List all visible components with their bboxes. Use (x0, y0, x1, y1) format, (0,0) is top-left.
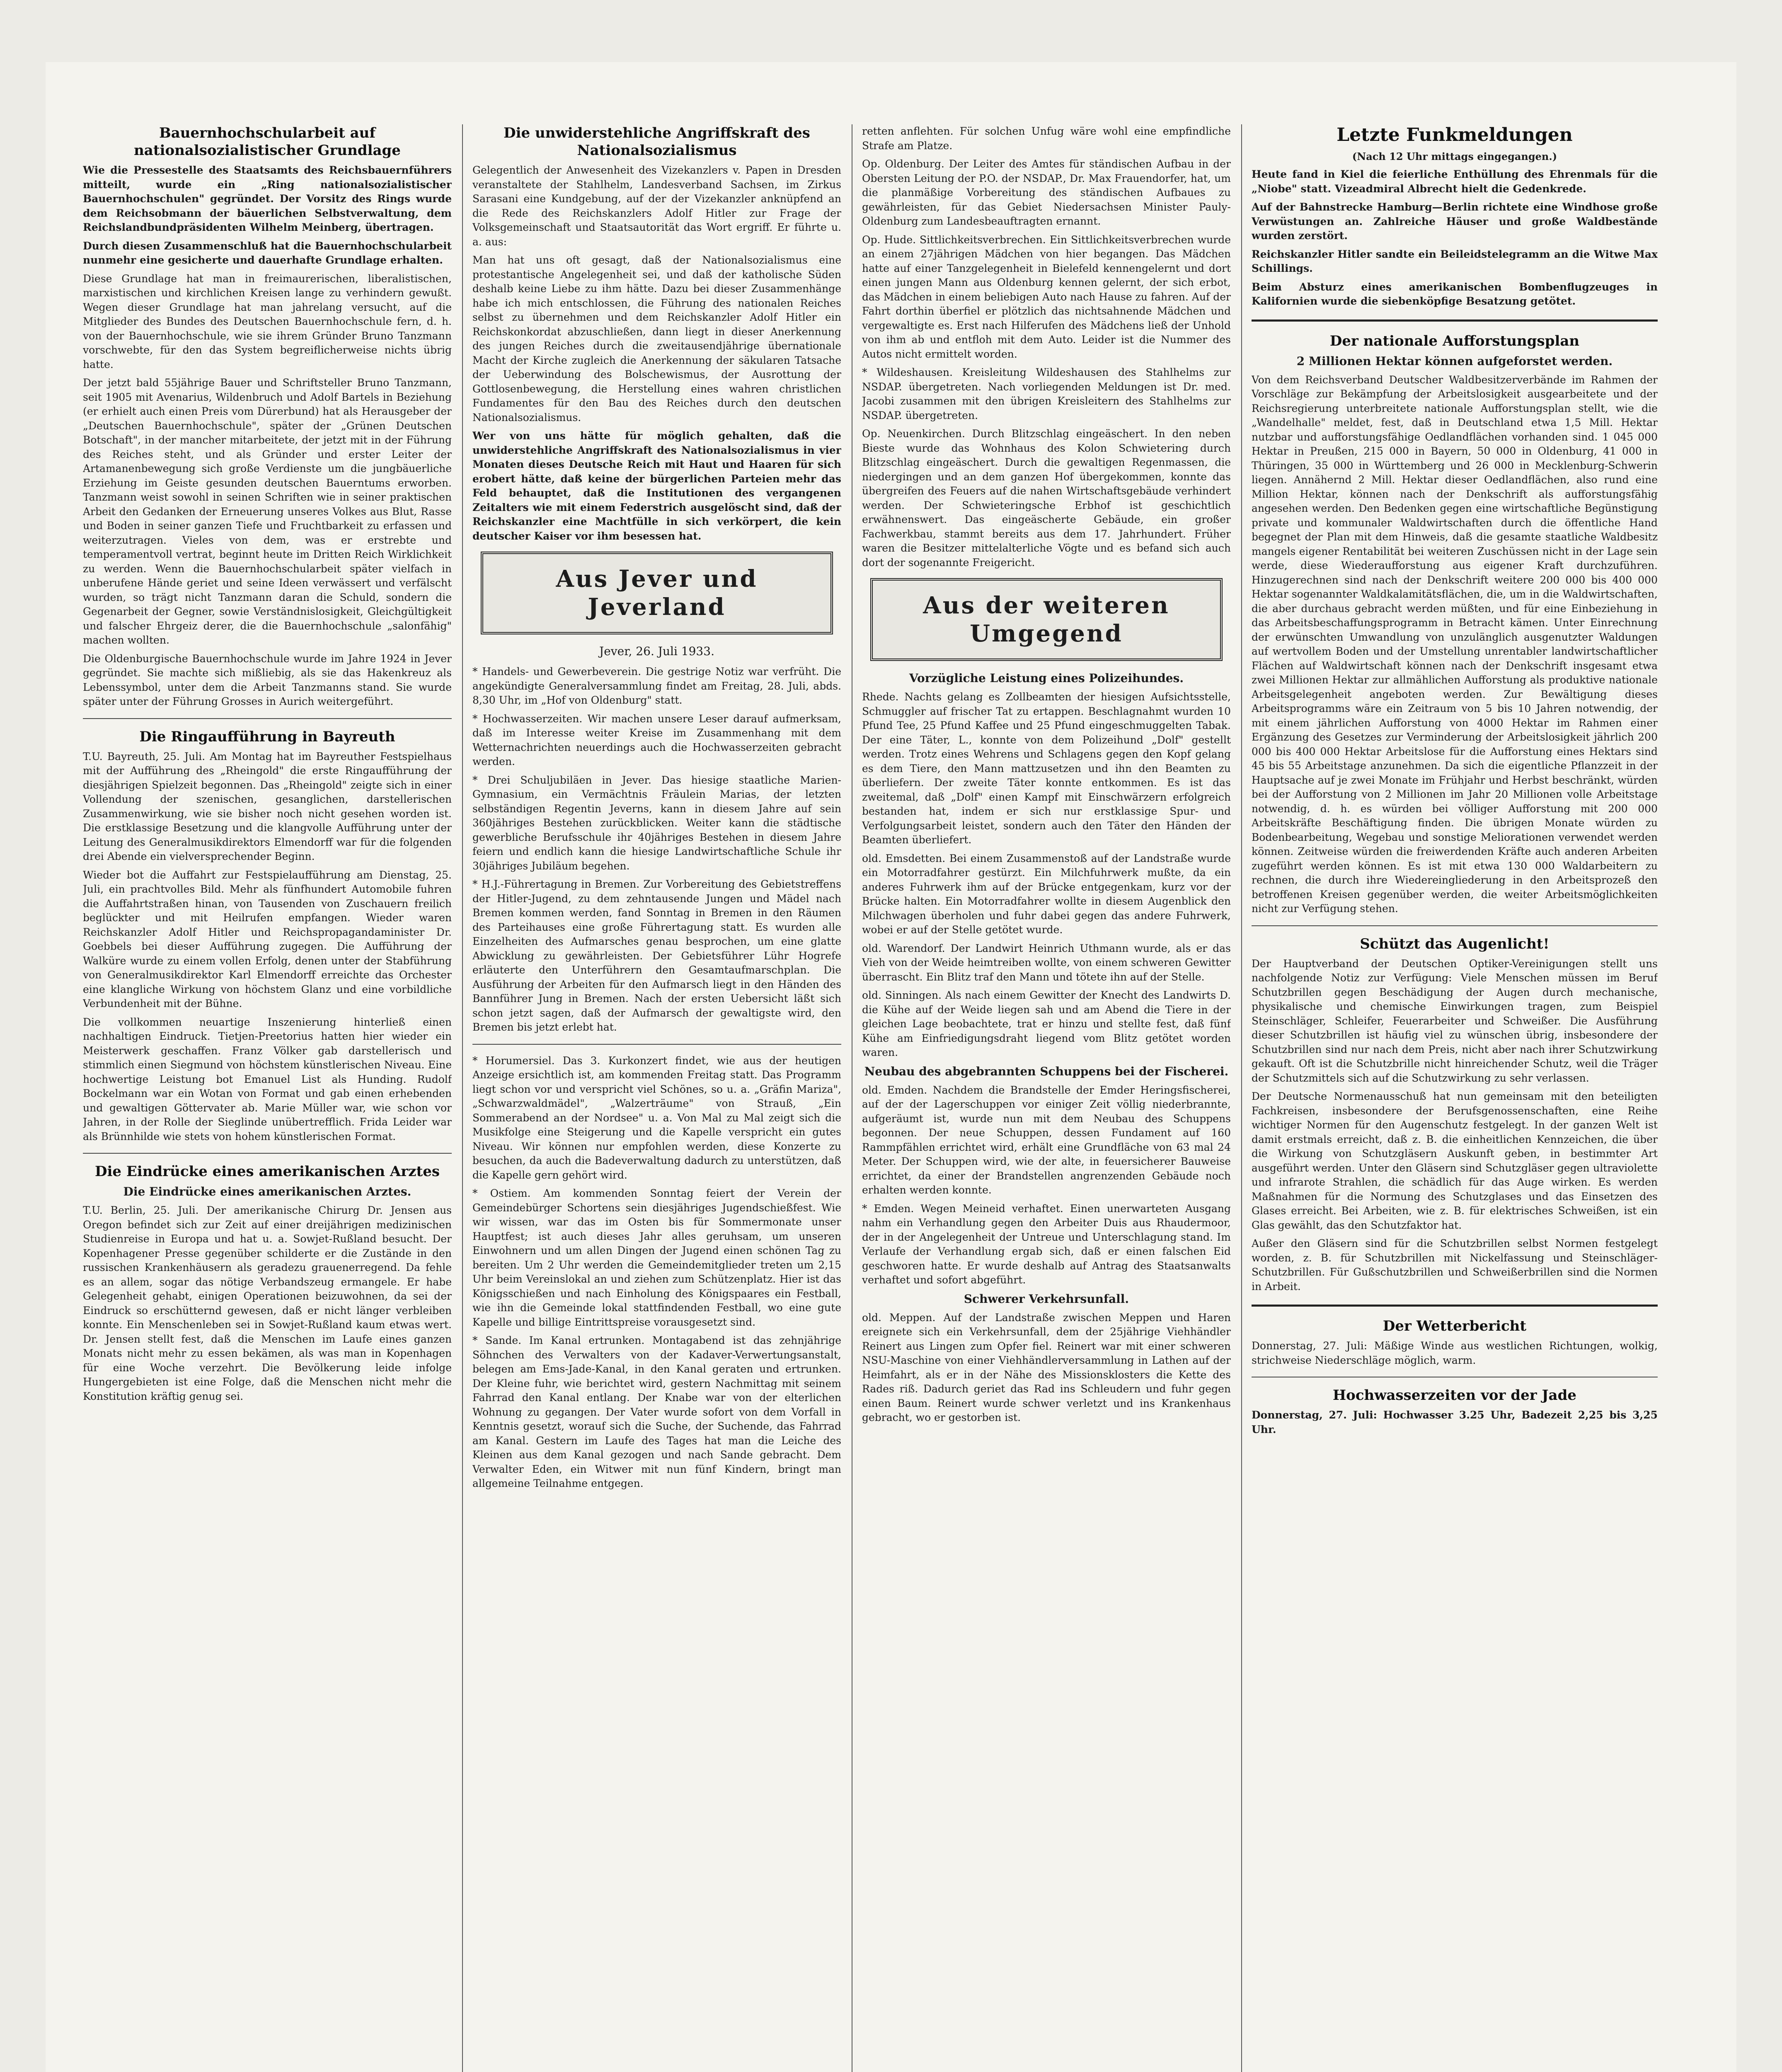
news-item: old. Emsdetten. Bei einem Zusammenstoß auf der Landstraße wurde ein Motorradfahrer gestürzt. Ein Milchfuhrwerk mußte, da ein anderes Fuhrwerk ihm auf der Brücke entgegenkam, kurz vor der Brücke halten. Ein Motorradfahrer wollte in diesem Augenblick den Milchwagen überholen und fuhr dabei gegen das andere Fuhrwerk, wobei er auf der Stelle getötet wurde. (862, 852, 1231, 936)
subheadline: Neubau des abgebrannten Schuppens bei der Fischerei. (864, 1064, 1229, 1078)
subheadline: Die Eindrücke eines amerikanischen Arztes. (123, 1185, 412, 1198)
article-paragraph: Wieder bot die Auffahrt zur Festspielaufführung am Dienstag, 25. Juli, ein prachtvolles Bild. Mehr als fünfhundert Automobile fuhren die Auffahrtstraßen hinan, von Tausenden von Zuschauern freilich beglückter und mit Heilrufen empfangen. Wieder waren Reichskanzler Adolf Hitler und Reichspropagandaminister Dr. Goebbels bei dieser Aufführung zugegen. Die Aufführung der Walküre wurde zu einem vollen Erfolg, denen unter der Stabführung von Generalmusikdirektor Karl Elmendorff erreichte das Orchester eine klangliche Wirkung von höchstem Glanz und eine vorbildliche Verbundenheit mit der Bühne. (83, 869, 452, 1009)
section-box-umgegend: Aus der weiteren Umgegend (870, 578, 1223, 661)
divider (1252, 320, 1658, 322)
article-paragraph: Die vollkommen neuartige Inszenierung hinterließ einen nachhaltigen Eindruck. Tietjen-Preetorius hatten hier wieder ein Meisterwerk geschaffen. Franz Völker gab darstellerisch und stimmlich einen Siegmund von höchstem künstlerischen Niveau. Eine hochwertige Leistung bot Emanuel List als Hunding. Rudolf Bockelmann war ein Wotan von Format und gab einen erhebenden und gewaltigen Göttervater ab. Marie Müller war, wie schon vor Jahren, in der Rolle der Sieglinde unübertrefflich. Frida Leider war als Brünnhilde wie stets von hohem künstlerischen Format. (83, 1016, 452, 1143)
subheadline: 2 Millionen Hektar können aufgeforstet werden. (1296, 354, 1613, 368)
article-paragraph: Außer den Gläsern sind für die Schutzbrillen selbst Normen festgelegt worden, z. B. für Schutzbrillen mit Nickelfassung und Steinschläger-Schutzbrillen. Für Gußschutzbrillen und Schweißerbrillen sind die Normen in Arbeit. (1252, 1237, 1658, 1293)
article-paragraph: Wer von uns hätte für möglich gehalten, daß die unwiderstehliche Angriffskraft des Nationalsozialismus in vier Monaten dieses Deutsche Reich mit Haut und Haaren für sich erobert hätte, daß keine der bürgerlichen Parteien mehr das Feld behauptet, daß die Institutionen des vergangenen Zeitalters wie mit einem Federstrich ausgelöscht sind, daß der Reichskanzler eine Machtfülle in sich verkörpert, die kein deutscher Kaiser vor ihm besessen hat. (472, 430, 841, 542)
subheadline: (Nach 12 Uhr mittags eingegangen.) (1352, 150, 1557, 162)
news-item: Op. Hude. Sittlichkeitsverbrechen. Ein Sittlichkeitsverbrechen wurde an einem 27jährigen Mädchen von hier begangen. Das Mädchen hatte auf einer Tanzgelegenheit in Bielefeld kennengelernt und dort einen jungen Mann aus Oldenburg kennen gelernt, der sich erbot, das Mädchen in einem beliebigen Auto nach Hause zu fahren. Auf der Fahrt dorthin überfiel er plötzlich das nichtsahnende Mädchen und vergewaltigte es. Erst nach Hilferufen des Mädchens ließ der Unhold von ihm ab und entfloh mit dem Auto. Leider ist die Nummer des Autos nicht ermittelt worden. (862, 233, 1231, 360)
column-rule (1241, 124, 1242, 2072)
news-item: Rhede. Nachts gelang es Zollbeamten der hiesigen Aufsichtsstelle, Schmuggler auf frischer Tat zu ertappen. Beschlagnahmt wurden 10 Pfund Tee, 25 Pfund Kaffee und 25 Pfund eingeschmuggelten Tabak. Der eine Täter, L., konnte von dem Polizeihund „Dolf" gestellt werden. Trotz eines Wehrens und Schlagens gegen den Kopf gelang es dem Tiere, den Mann mattzusetzen und ihn den Beamten zu überliefern. Der zweite Täter konnte entkommen. Es ist das zweitemal, daß „Dolf" einen Kampf mit Einschwärzern erfolgreich bestanden hat, indem er sich nur erstklassige Spur- und Verfolgungsarbeit leistet, sondern auch den Täter den Händen der Beamten überliefert. (862, 691, 1231, 846)
local-news-item: * H.J.-Führertagung in Bremen. Zur Vorbereitung des Gebietstreffens der Hitler-Jugend, zu dem zehntausende Jungen und Mädel nach Bremen kommen werden, fand Sonntag in Bremen in den Räumen des Parteihauses eine große Führertagung statt. Es wurden alle Einzelheiten des Aufmarsches genau besprochen, um eine glatte Abwicklung zu gewährleisten. Der Gebietsführer Lühr Hogrefe erläuterte den Unterführern den Gesamtaufmarschplan. Die Ausführung der Arbeiten für den Aufmarsch liegt in den Händen des Bannführer Jung in Bremen. Nach der ersten Uebersicht läßt sich schon jetzt sagen, daß der Aufmarsch der gewaltigste wird, den Bremen bis jetzt erlebt hat. (472, 878, 841, 1033)
divider (472, 1044, 841, 1045)
lead-paragraph-2: Durch diesen Zusammenschluß hat die Bauernhochschularbeit nunmehr eine gesicherte und dauerhafte Grundlage erhalten. (83, 240, 452, 266)
headline-wetterbericht: Der Wetterbericht (1383, 1318, 1527, 1334)
divider (1252, 1305, 1658, 1307)
news-item: old. Sinningen. Als nach einem Gewitter der Knecht des Landwirts D. die Kühe auf der Weide liegen sah und am Abend die Tiere in der gleichen Lage beobachtete, trat er hinzu und stellte fest, daß fünf Kühe am Einfriedigungsdraht liegend vom Blitz getötet worden waren. (862, 989, 1231, 1058)
local-news-item: * Horumersiel. Das 3. Kurkonzert findet, wie aus der heutigen Anzeige ersichtlich ist, am kommenden Freitag statt. Das Programm liegt schon vor und verspricht viel Schönes, so u. a. „Gräfin Mariza", „Schwarzwaldmädel", „Walzerträume" von Strauß, „Ein Sommerabend an der Nordsee" u. a. Von Mal zu Mal zeigt sich die Musikfolge eine Steigerung und die Kapelle verspricht ein gutes Niveau. Wir können nur empfohlen werden, diese Konzerte zu besuchen, da auch die Badeverwaltung dadurch zu unterstützen, daß die Kapelle gern gehört wird. (472, 1054, 841, 1181)
lead-paragraph: Wie die Pressestelle des Staatsamts des Reichsbauernführers mitteilt, wurde ein „Ring nationalsozialistischer Bauernhochschulen" gegründet. Der Vorsitz des Rings wurde dem Reichsobmann der bäuerlichen Selbstverwaltung, dem Reichslandbundpräsidenten Wilhelm Meinberg, übertragen. (83, 164, 452, 233)
news-item: Op. Oldenburg. Der Leiter des Amtes für ständischen Aufbau in der Obersten Leitung der P.O. der NSDAP., Dr. Max Frauendorfer, hat, um die planmäßige Vorbereitung des ständischen Aufbaues zu gewährleisten, für das Gebiet Niedersachsen Minister Pauly-Oldenburg zum Landesbeauftragten ernannt. (862, 158, 1231, 227)
headline-funkmeldungen: Letzte Funkmeldungen (1336, 124, 1573, 145)
section-box-jever: Aus Jever und Jeverland (481, 552, 833, 634)
news-item: Heute fand in Kiel die feierliche Enthüllung des Ehrenmals für die „Niobe" statt. Vizeadmiral Albrecht hielt die Gedenkrede. (1252, 168, 1658, 195)
headline-bauernhochschule: Bauernhochschularbeit auf nationalsozialistischer Grundlage (134, 125, 401, 159)
headline-bayreuth: Die Ringaufführung in Bayreuth (139, 728, 395, 745)
local-news-item: * Drei Schuljubiläen in Jever. Das hiesige staatliche Marien-Gymnasium, ein Vermächtnis Fräulein Marias, der letzten selbständigen Regentin Jeverns, kann in diesem Jahre auf sein 360jähriges Bestehen zurückblicken. Weiter kann die städtische gewerbliche Berufsschule ihr 40jähriges Bestehen in diesem Jahre feiern und endlich kann die hiesige Landwirtschaftliche Schule ihr 30jähriges Jubiläum begehen. (472, 774, 841, 872)
article-paragraph: Der jetzt bald 55jährige Bauer und Schriftsteller Bruno Tanzmann, seit 1905 mit Avenarius, Wildenbruch und Adolf Bartels in Beziehung (er erhielt auch einen Preis vom Dürerbund) hat als Herausgeber der „Deutschen Bauernhochschule", später der „Grünen Deutschen Botschaft", in der mancher mitarbeitete, der jetzt mit in der Führung des Reiches steht, und als Gründer und erster Leiter der Artamanenbewegung sich große Verdienste um die jungbäuerliche Erziehung im Geiste gesunden deutschen Bauerntums erworben. Tanzmann weist sowohl in seinen Schriften wie in seiner praktischen Arbeit den Gedanken der Erneuerung unseres Volkes aus Blut, Rasse und Boden in seiner ganzen Tiefe und Fruchtbarkeit zu erfassen und weiterzutragen. Vieles von dem, was er erstrebte und temperamentvoll vertrat, beginnt heute im Dritten Reich Wirklichkeit zu werden. Wenn die Bauernhochschularbeit später vielfach in unberufene Hände geriet und seine Ideen verwässert und verfälscht wurden, so trägt nicht Tanzmann daran die Schuld, sondern die Gegenarbeit der Gegner, sowie Verständnislosigkeit, Gleichgültigkeit und falscher Ehrgeiz derer, die die Bauernhochschule „salonfähig" machen wollten. (83, 377, 452, 646)
subheadline: Vorzügliche Leistung eines Polizeihundes. (909, 671, 1184, 685)
news-item: retten anflehten. Für solchen Unfug wäre wohl eine empfindliche Strafe am Platze. (862, 125, 1231, 152)
tide-times: Donnerstag, 27. Juli: Hochwasser 3.25 Uhr, Badezeit 2,25 bis 3,25 Uhr. (1252, 1409, 1658, 1435)
headline-amerikanischer-arzt: Die Eindrücke eines amerikanischen Arztes (95, 1163, 440, 1180)
article-paragraph: Der Deutsche Normenausschuß hat nun gemeinsam mit den beteiligten Fachkreisen, insbesondere der Berufsgenossenschaften, eine Reihe wichtiger Normen für den Augenschutz festgelegt. In der ganzen Welt ist damit erstmals erreicht, daß z. B. die einheitlichen Kennzeichen, die über die Wirkung von Schutzgläsern Auskunft geben, in bestimmter Art ausgeführt werden. Unter den Gläsern sind Schutzgläser gegen ultraviolette und infrarote Strahlen, die schädlich für das Auge wirken. Es werden Maßnahmen für die Normung des Schutzglases und das Einsetzen des Glases erreicht. Bei Arbeiten, wie z. B. für elektrisches Schweißen, ist ein Glas gewählt, das den Schutzfaktor hat. (1252, 1090, 1658, 1231)
column-2 (472, 124, 841, 2072)
article-paragraph: Der Hauptverband der Deutschen Optiker-Vereinigungen stellt uns nachfolgende Notiz zur Verfügung: Viele Menschen müssen im Beruf Schutzbrillen gegen Beschädigung der Augen durch mechanische, physikalische und chemische Einwirkungen tragen, zum Beispiel Steinschläger, Schleifer, Feuerarbeiter und Schweißer. Die Ausführung dieser Schutzbrillen ist häufig viel zu wünschen übrig, insbesondere der Schutzbrillen sind nur nach dem Preis, nicht aber nach ihrer Schutzwirkung gekauft. Oft ist die Schutzbrille nicht hinreichender Schutz, weil die Träger der Schutzmittels sich auf die Schutzwirkung zu sehr verlassen. (1252, 957, 1658, 1084)
news-item: old. Warendorf. Der Landwirt Heinrich Uthmann wurde, als er das Vieh von der Weide heimtreiben wollte, von einem schweren Gewitter überrascht. Ein Blitz traf den Mann und tötete ihn auf der Stelle. (862, 942, 1231, 983)
article-paragraph: Diese Grundlage hat man in freimaurerischen, liberalistischen, marxistischen und kirchlichen Kreisen lange zu verhindern gewußt. Wegen dieser Grundlage hat man jahrelang versucht, auf die Mitglieder des Bundes des Deutschen Bauernhochschule fern, d. h. von der Bauernhochschule, wie sie ihrem Gründer Bruno Tanzmann vorschwebte, für den das System begreiflicherweise nichts übrig hatte. (83, 272, 452, 370)
divider (83, 1153, 452, 1154)
article-paragraph: T.U. Berlin, 25. Juli. Der amerikanische Chirurg Dr. Jensen aus Oregon befindet sich zur Zeit auf einer dreijährigen medizinischen Studienreise in Europa und hat u. a. Sowjet-Rußland besucht. Der Kopenhagener Presse gegenüber schilderte er die Zustände in den russischen Krankenhäusern als geradezu grauenerregend. Da fehle es an allem, sogar das nötige Verbandszeug ermangele. Er habe Gelegenheit gehabt, einigen Operationen beizuwohnen, da sei der Eindruck so erschütternd gewesen, daß er nicht länger verbleiben konnte. Ein Menschenleben sei in Sowjet-Rußland kaum etwas wert. Dr. Jensen stellt fest, daß die Menschen im Laufe eines ganzen Monats nicht mehr zu essen bekämen, als was man in Kopenhagen für eine Woche verzehrt. Die Bevölkerung leide infolge Hungergebieten ist eine Folge, daß die Menschen nicht mehr die Konstitution kräftig genug sei. (83, 1204, 452, 1402)
news-item: old. Emden. Nachdem die Brandstelle der Emder Heringsfischerei, auf der der Lagerschuppen vor einiger Zeit völlig niederbrannte, aufgeräumt ist, wurde nun mit dem Neubau des Schuppens begonnen. Der neue Schuppen, dessen Fundament auf 160 Rammpfählen errichtet wird, erhält eine Grundfläche von 63 mal 24 Meter. Der Schuppen wird, wie der alte, in feuersicherer Bauweise errichtet, da einer der Brandstellen angrenzenden Gebäude noch erhalten werden konnte. (862, 1084, 1231, 1196)
column-rule (462, 124, 463, 2072)
news-item: Beim Absturz eines amerikanischen Bombenflugzeuges in Kalifornien wurde die siebenköpfige Besatzung getötet. (1252, 281, 1658, 307)
news-item: old. Meppen. Auf der Landstraße zwischen Meppen und Haren ereignete sich ein Verkehrsunfall, dem der 25jährige Viehhändler Reinert aus Lingen zum Opfer fiel. Reinert war mit einer schweren NSU-Maschine von einer Viehhändlerversammlung in Lathen auf der Heimfahrt, als er in der Nähe des Missionsklosters die Kette des Rades riß. Dadurch geriet das Rad ins Schleudern und fuhr gegen einen Baum. Reinert wurde schwer verletzt und ins Krankenhaus gebracht, wo er gestorben ist. (862, 1311, 1231, 1423)
local-news-item: * Ostiem. Am kommenden Sonntag feiert der Verein der Gemeindebürger Schortens sein diesjähriges Jugendschießfest. Wie wir wissen, war das im Osten bis für Sommermonate unser Hauptfest; ist auch dieses Jahr alles geruhsam, um unseren Einwohnern und um allen Dingen der Jugend einen schönen Tag zu bereiten. Um 2 Uhr werden die Gemeindemitglieder treten um 2,15 Uhr beim Vereinslokal an und ziehen zum Schützenplatz. Hier ist das Königsschießen und nach Einholung des Königspaares ein Festball, wie ihn die Gemeinde lokal stattfindenden Festball, wo eine gute Kapelle und billige Eintrittspreise vorausgesetzt sind. (472, 1187, 841, 1328)
article-paragraph: T.U. Bayreuth, 25. Juli. Am Montag hat im Bayreuther Festspielhaus mit der Aufführung des „Rheingold" die erste Ringaufführung der diesjährigen Spielzeit begonnen. Das „Rheingold" zeigte sich in einer Vollendung der szenischen, gesanglichen, darstellerischen Zusammenwirkung, wie sie bisher noch nicht gesehen worden ist. Die erstklassige Besetzung und die klangvolle Aufführung unter der Leitung des Generalmusikdirektors Elmendorff war für die folgenden drei Abende ein vielversprechender Beginn. (83, 750, 452, 862)
local-news-item: * Hochwasserzeiten. Wir machen unsere Leser darauf aufmerksam, daß im Interesse weiter Kreise im Zusammenhang mit dem Wetternachrichten neuerdings auch die Hochwasserzeiten gebracht werden. (472, 712, 841, 767)
news-item: * Wildeshausen. Kreisleitung Wildeshausen des Stahlhelms zur NSDAP. übergetreten. Nach vorliegenden Meldungen ist Dr. med. Jacobi zusammen mit den übrigen Kreisleitern des Stahlhelms zur NSDAP. übergetreten. (862, 366, 1231, 421)
divider (83, 718, 452, 719)
news-item: Op. Neuenkirchen. Durch Blitzschlag eingeäschert. In den neben Bieste wurde das Wohnhaus des Kolon Schwietering durch Blitzschlag eingeäschert. Durch die gewaltigen Regenmassen, die niedergingen und an dem ganzen Hof übergekommen, konnte das übergreifen des Feuers auf die nahen Wirtschaftsgebäude verhindert werden. Der Schwieteringsche Erbhof ist geschichtlich erwähnenswert. Das eingeäscherte Gebäude, ein großer Fachwerkbau, stammt bereits aus dem 17. Jahrhundert. Früher waren die Besitzer mittelalterliche Vögte und es befand sich auch dort der sogenannte Freigericht. (862, 428, 1231, 569)
headline-angriffskraft: Die unwiderstehliche Angriffskraft des Nationalsozialismus (504, 125, 810, 159)
news-item: * Emden. Wegen Meineid verhaftet. Einen unerwarteten Ausgang nahm ein Verhandlung gegen den Arbeiter Duis aus Rhaudermoor, der in der Angelegenheit der Untreue und Unterschlagung stand. Im Verlaufe der Verhandlung ergab sich, daß er einen falschen Eid geschworen hatte. Er wurde deshalb auf Antrag des Staatsanwalts verhaftet und sofort abgeführt. (862, 1202, 1231, 1286)
divider (1252, 925, 1658, 926)
article-paragraph: Man hat uns oft gesagt, daß der Nationalsozialismus eine protestantische Angelegenheit sei, und daß der katholische Süden deshalb keine Liebe zu ihm hätte. Dazu bei dieser Zusammenhänge habe ich mich entschlossen, die Führung des nationalen Reiches selbst zu übernehmen und dem Reichskanzler Adolf Hitler ein Reichskonkordat abzuschließen, dann liegt in dieser Anerkennung des jungen Reiches durch die zweitausendjährige übernationale Macht der Kirche zugleich die Anerkennung der säkularen Tatsache der Ueberwindung des Bolschewismus, der Ausrottung der Gottlosenbewegung, die Herstellung eines wahren christlichen Fundamentes für den Bau des Reiches durch den deutschen Nationalsozialismus. (472, 254, 841, 424)
dateline: Jever, 26. Juli 1933. (599, 644, 714, 658)
local-news-item: * Sande. Im Kanal ertrunken. Montagabend ist das zehnjährige Söhnchen des Verwalters von der Kadaver-Verwertungsanstalt, belegen am Ems-Jade-Kanal, in den Kanal geraten und ertrunken. Der Kleine fuhr, wie berichtet wird, gestern Nachmittag mit seinem Fahrrad den Kanal entlang. Der Knabe war von der elterlichen Wohnung zu gegangen. Der Vater wurde sofort von dem Vorfall in Kenntnis gesetzt, worauf sich die Suche, der Suchende, das Fahrrad am Kanal. Gestern im Laufe des Tages hat man die Leiche des Kleinen aus dem Kanal gezogen und nach Sande gebracht. Dem Verwalter Eden, ein Witwer mit nun fünf Kindern, bringt man allgemeine Teilnahme entgegen. (472, 1334, 841, 1489)
local-news-item: * Handels- und Gewerbeverein. Die gestrige Notiz war verfrüht. Die angekündigte Generalversammlung findet am Freitag, 28. Juli, abds. 8,30 Uhr, im „Hof von Oldenburg" statt. (472, 666, 841, 706)
headline-augenlicht: Schützt das Augenlicht! (1360, 935, 1550, 952)
column-3 (862, 124, 1231, 2072)
column-4 (1252, 124, 1658, 2072)
article-paragraph: Die Oldenburgische Bauernhochschule wurde im Jahre 1924 in Jever gegründet. Sie machte sich mißliebig, als sie das Hakenkreuz als Lebenssymbol, unter dem die Arbeit Tanzmanns stand. Sie wurde später unter der Führung Grosses in Aurich weitergeführt. (83, 652, 452, 707)
article-paragraph: Gelegentlich der Anwesenheit des Vizekanzlers v. Papen in Dresden veranstaltete der Stahlhelm, Landesverband Sachsen, im Zirkus Sarasani eine Kundgebung, auf der der Vizekanzler anknüpfend an die Rede des Reichskanzlers Adolf Hitler zur Frage der Volksgemeinschaft und Staatsautorität das Wort ergriff. Er führte u. a. aus: (472, 164, 841, 248)
news-item: Auf der Bahnstrecke Hamburg—Berlin richtete eine Windhose große Verwüstungen an. Zahlreiche Häuser und große Waldbestände wurden zerstört. (1252, 201, 1658, 242)
headline-hochwasserzeiten: Hochwasserzeiten vor der Jade (1333, 1387, 1576, 1404)
headline-aufforstungsplan: Der nationale Aufforstungsplan (1329, 332, 1580, 349)
subheadline: Schwerer Verkehrsunfall. (964, 1292, 1129, 1306)
column-1 (83, 124, 452, 2072)
article-paragraph: Von dem Reichsverband Deutscher Waldbesitzerverbände im Rahmen der Vorschläge zur Bekämpfung der Arbeitslosigkeit ausgearbeitete und der Reichsregierung unterbreitete nationale Aufforstungsplan stellt, wie die „Wandelhalle" meldet, fest, daß in Deutschland etwa 1,5 Mill. Hektar nutzbar und aufforstungsfähige Oedlandflächen vorhanden sind. 1 045 000 Hektar in Preußen, 215 000 in Bayern, 50 000 in Oldenburg, 41 000 in Thüringen, 35 000 in Württemberg und 26 000 in Mecklenburg-Schwerin liegen. Annähernd 2 Mill. Hektar dieser Oedlandflächen, also rund eine Million Hektar, können nach der Denkschrift als aufforstungsfähig angesehen werden. Den Bedenken gegen eine wirtschaftliche Begünstigung private und kommunaler Waldwirtschaften durch die öffentliche Hand begegnet der Plan mit dem Hinweis, daß die gesamte staatliche Waldbesitz mangels eigener Rentabilität bei weiteren Zuschüssen nicht in der Lage sein werde, diese Wiederaufforstung aus eigener Kraft durchzuführen. Hinzugerechnen sind nach der Denkschrift weitere 200 000 bis 400 000 Hektar sogenannter Waldkalamitätsflächen, die, um in die Waldwirtschaften, die aber durchaus gebracht werden müßten, und für eine Einbeziehung in das Arbeitsbeschaffungsprogramm in Betracht kämen. Unter Einrechnung der erwünschten Umwandlung von unzulänglich ausgenutzter Waldungen auf wertvollem Boden und der Umstellung unrentabler landwirtschaftlicher Flächen auf Waldwirtschaft können nach der Denkschrift insgesamt etwa zwei Millionen Hektar zur allmählichen Aufforstung als produktive nationale Arbeitsgelegenheit angeboten werden. Zur Bewältigung dieses Arbeitsprogramms wäre ein Zeitraum von 5 bis 10 Jahren notwendig, der mit einem jährlichen Aufforstung von 4000 Hektar im Rahmen einer Ergänzung des Gesetzes zur Verminderung der Arbeitslosigkeit jährlich 200 000 bis 400 000 Hektar Arbeitslose für die Aufforstung eines Hektars sind 45 bis 55 Arbeitstage anzunehmen. Da sich die eigentliche Pflanzzeit in der Hauptsache auf je zwei Monate im Frühjahr und Herbst beschränkt, würden bei der Aufforstung von 2 Millionen im Jahr 20 Millionen volle Arbeitstage notwendig, d. h. es würden bei völliger Aufforstung mit 200 000 Arbeitskräfte Beschäftigung finden. Die übrigen Monate würden zu Bodenbearbeitung, Wegebau und sonstige Meliorationen verwendet werden können. Zeitweise würden die freiwerdenden Kräfte auch anderen Arbeiten zugeführt werden können. Es ist mit etwa 130 000 Waldarbeitern zu rechnen, die durch ihre Wiedereingliederung in den Arbeitsprozeß den betroffenen Kreisen gegenüber werden, die weiter Arbeitsmöglichkeiten nicht zur Verfügung stehen. (1252, 373, 1658, 915)
newspaper-page (46, 62, 1736, 2072)
news-item: Reichskanzler Hitler sandte ein Beileidstelegramm an die Witwe Max Schillings. (1252, 248, 1658, 274)
weather-report: Donnerstag, 27. Juli: Mäßige Winde aus westlichen Richtungen, wolkig, strichweise Niederschläge möglich, warm. (1252, 1340, 1658, 1366)
